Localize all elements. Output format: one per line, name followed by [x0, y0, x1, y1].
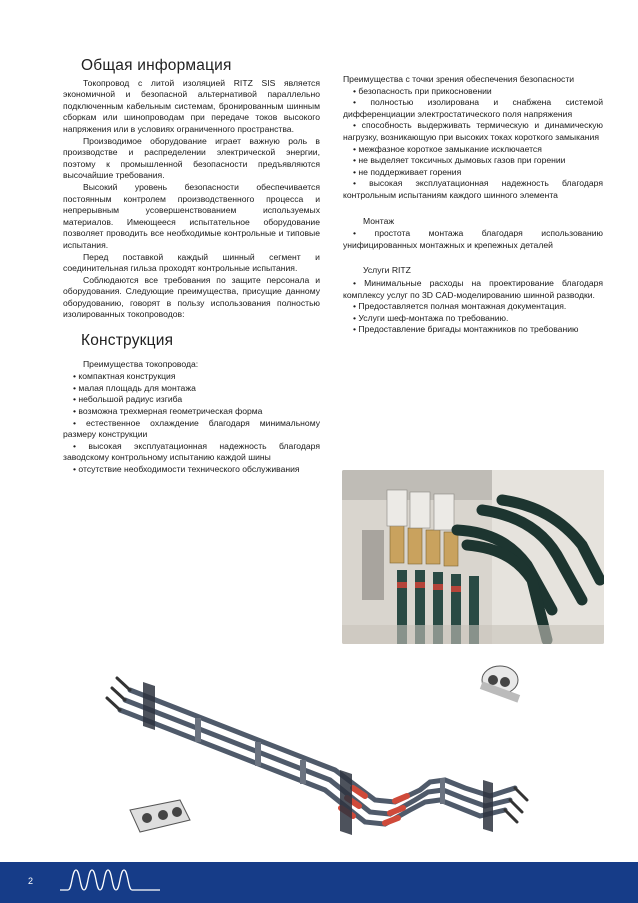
mounting-title: Монтаж: [363, 215, 395, 226]
left-column: [63, 57, 320, 476]
list-item: • высокая эксплуатационная надежность благодаря контрольным испытаниям каждого шинного элемента: [343, 178, 603, 201]
list-item: • Предоставление бригады монтажников по требованию: [343, 324, 603, 336]
list-item: • отсутствие необходимости технического обслуживания: [63, 464, 320, 476]
busduct-routing-diagram: [85, 660, 585, 860]
construction-intro: Преимущества токопровода:: [83, 358, 199, 369]
list-item: • высокая эксплуатационная надежность благодаря заводскому контрольному испытанию каждой шины: [63, 441, 320, 464]
heading-general-info: Общая информация: [81, 57, 232, 74]
construction-list: [63, 371, 320, 475]
list-item: • возможна трехмерная геометрическая форма: [63, 406, 320, 418]
mounting-list: [343, 228, 603, 251]
list-item: • простота монтажа благодаря использованию унифицированных монтажных и крепежных деталей: [343, 228, 603, 251]
page-number: 2: [28, 876, 34, 886]
list-item: • межфазное короткое замыкание исключается: [343, 144, 603, 156]
list-item: • малая площадь для монтажа: [63, 383, 320, 395]
services-title: Услуги RITZ: [363, 265, 411, 276]
list-item: • безопасность при прикосновении: [343, 86, 603, 98]
list-item: • не выделяет токсичных дымовых газов при горении: [343, 155, 603, 167]
safety-title: Преимущества с точки зрения обеспечения безопасности: [343, 74, 575, 84]
general-paragraph: Соблюдаются все требования по защите персонала и оборудования. Следующие преимущества, присущие данному оборудованию, говорят в пользу использования полностью изолированных токопроводов:: [63, 274, 320, 320]
list-item: • небольшой радиус изгиба: [63, 394, 320, 406]
right-column: [343, 74, 603, 336]
list-item: • полностью изолирована и снабжена системой дифференциации электростатического поля напряжения: [343, 97, 603, 120]
list-item: • Минимальные расходы на проектирование благодаря комплексу услуг по 3D CAD-моделированию шинной разводки.: [343, 278, 603, 301]
list-item: • способность выдерживать термическую и динамическую нагрузку, возникающую при высоких токах короткого замыкания: [343, 120, 603, 143]
heading-construction: Конструкция: [81, 332, 174, 350]
busduct-installation-photo: [342, 470, 604, 644]
services-list: [343, 278, 603, 336]
list-item: • компактная конструкция: [63, 371, 320, 383]
general-paragraph: Производимое оборудование играет важную роль в производстве и распределении электрической энергии, поэтому к промышленной безопасности предъявляются высочайшие требования.: [63, 135, 320, 181]
safety-list: [343, 86, 603, 202]
list-item: • естественное охлаждение благодаря минимальному размеру конструкции: [63, 418, 320, 441]
list-item: • не поддерживает горения: [343, 167, 603, 179]
general-paragraph: Токопровод с литой изоляцией RITZ SIS является экономичной и безопасной альтернативой параллельно подключенным кабельным системам, бронированным шинным сборкам или шинопроводам при передаче токов высокого напряжения или в условиях ограниченного пространства.: [63, 77, 320, 134]
general-paragraph: Перед поставкой каждый шинный сегмент и соединительная гильза проходят контрольные испытания.: [63, 251, 320, 274]
general-paragraph: Высокий уровень безопасности обеспечивается постоянным контролем производственного процесса и непрерывным усовершенствованием используемых материалов. Имеющееся испытательное оборудование позволяет проводить все необходимые контрольные и типовые испытания.: [63, 181, 320, 250]
list-item: • Услуги шеф-монтажа по требованию.: [343, 313, 603, 325]
logo-wave-icon: [60, 864, 160, 894]
list-item: • Предоставляется полная монтажная документация.: [343, 301, 603, 313]
